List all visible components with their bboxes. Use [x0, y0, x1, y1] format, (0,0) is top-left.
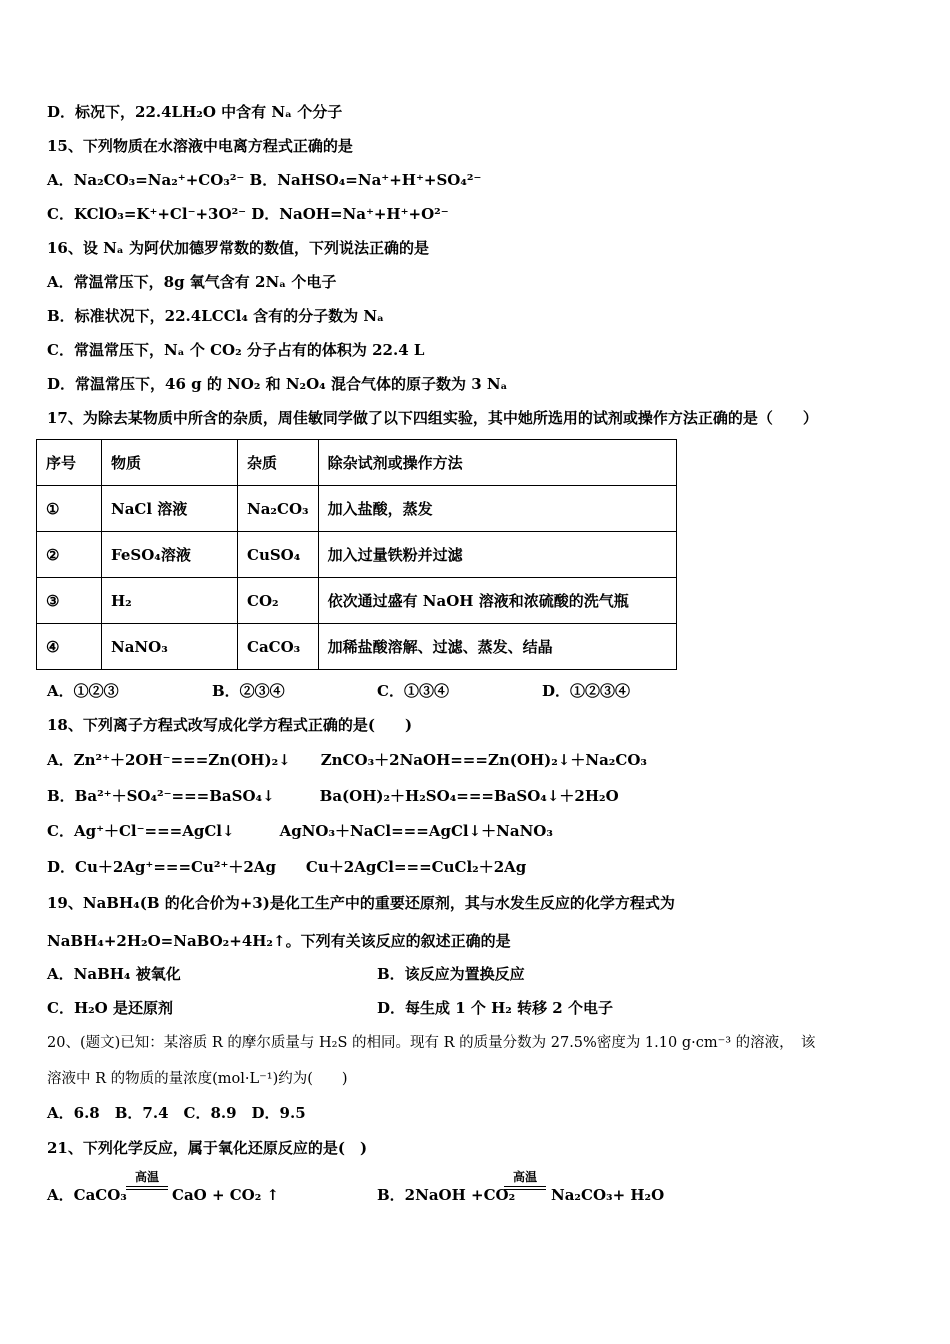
- impurity-table: [36, 439, 677, 670]
- condition-label: 高温: [134, 1170, 159, 1184]
- question-16: 16、设 Nₐ 为阿伏加德罗常数的数值，下列说法正确的是: [47, 239, 430, 257]
- q16-option-c: C．常温常压下，Nₐ 个 CO₂ 分子占有的体积为 22.4 L: [47, 341, 425, 359]
- table-cell: ④: [37, 624, 102, 670]
- q20-options: A．6.8 B．7.4 C．8.9 D．9.5: [47, 1104, 306, 1122]
- question-20: 20、(题文)已知：某溶质 R 的摩尔质量与 H₂S 的相同。现有 R 的质量分数为 27.5%密度为 1.10 g·cm⁻³ 的溶液， 该: [47, 1035, 816, 1051]
- q19-option-d: D．每生成 1 个 H₂ 转移 2 个电子: [377, 999, 613, 1017]
- table-cell: 加入盐酸，蒸发: [318, 486, 676, 532]
- condition-label: 高温: [512, 1170, 537, 1184]
- q17-option-d: D．①②③④: [542, 682, 631, 700]
- table-row: [37, 532, 677, 578]
- equals-arrow: [126, 1186, 168, 1190]
- table-cell: ①: [37, 486, 102, 532]
- table-cell: 加稀盐酸溶解、过滤、蒸发、结晶: [318, 624, 676, 670]
- q16-option-d: D．常温常压下，46 g 的 NO₂ 和 N₂O₄ 混合气体的原子数为 3 Nₐ: [47, 375, 508, 393]
- q18-option-b: B．Ba²⁺＋SO₄²⁻===BaSO₄↓ Ba(OH)₂＋H₂SO₄===BaSO₄↓＋2H₂O: [47, 787, 619, 805]
- header-cell: 杂质: [238, 440, 319, 486]
- header-cell: 物质: [102, 440, 238, 486]
- q16-option-a: A．常温常压下，8g 氧气含有 2Nₐ 个电子: [47, 273, 337, 291]
- table-cell: CO₂: [238, 578, 319, 624]
- header-cell: 除杂试剂或操作方法: [318, 440, 676, 486]
- question-17: 17、为除去某物质中所含的杂质，周佳敏同学做了以下四组实验，其中她所选用的试剂或操作方法正确的是（ ）: [47, 409, 818, 427]
- table-cell: CaCO₃: [238, 624, 319, 670]
- table-cell: H₂: [102, 578, 238, 624]
- question-18: 18、下列离子方程式改写成化学方程式正确的是( ): [47, 716, 413, 734]
- table-cell: CuSO₄: [238, 532, 319, 578]
- q19-option-c: C．H₂O 是还原剂: [47, 999, 173, 1017]
- question-21: 21、下列化学反应，属于氧化还原反应的是( ): [47, 1139, 368, 1157]
- table-cell: 加入过量铁粉并过滤: [318, 532, 676, 578]
- header-cell: 序号: [37, 440, 102, 486]
- q21-option-b-right: Na₂CO₃+ H₂O: [551, 1186, 665, 1204]
- table-row: [37, 486, 677, 532]
- q19-option-a: A．NaBH₄ 被氧化: [47, 965, 181, 983]
- q18-option-d: D．Cu＋2Ag⁺===Cu²⁺＋2Ag Cu＋2AgCl===CuCl₂＋2Ag: [47, 858, 527, 876]
- q17-option-c: C．①③④: [377, 682, 449, 700]
- question-15: 15、下列物质在水溶液中电离方程式正确的是: [47, 137, 353, 155]
- q19-equation: NaBH₄+2H₂O=NaBO₂+4H₂↑。下列有关该反应的叙述正确的是: [47, 932, 511, 950]
- table-row: [37, 624, 677, 670]
- q21-option-a-left: A．CaCO₃: [47, 1186, 127, 1204]
- q17-option-b: B．②③④: [212, 682, 285, 700]
- table-cell: FeSO₄溶液: [102, 532, 238, 578]
- q15-options-cd: C．KClO₃=K⁺+Cl⁻+3O²⁻ D．NaOH=Na⁺+H⁺+O²⁻: [47, 205, 449, 223]
- table-row: [37, 578, 677, 624]
- reaction-condition-a: [126, 1168, 168, 1190]
- q21-option-b-left: B．2NaOH +CO₂: [377, 1186, 516, 1204]
- q19-option-b: B．该反应为置换反应: [377, 965, 525, 983]
- question-20-cont: 溶液中 R 的物质的量浓度(mol·L⁻¹)约为( ): [47, 1071, 348, 1087]
- table-cell: NaCl 溶液: [102, 486, 238, 532]
- q17-option-a: A．①②③: [47, 682, 119, 700]
- line-d-option: D．标况下，22.4LH₂O 中含有 Nₐ 个分子: [47, 103, 343, 121]
- q16-option-b: B．标准状况下，22.4LCCl₄ 含有的分子数为 Nₐ: [47, 307, 385, 325]
- q15-options-ab: A．Na₂CO₃=Na₂⁺+CO₃²⁻ B．NaHSO₄=Na⁺+H⁺+SO₄²⁻: [47, 171, 482, 189]
- reaction-condition-b: [504, 1168, 546, 1190]
- question-19: 19、NaBH₄(B 的化合价为+3)是化工生产中的重要还原剂，其与水发生反应的化学方程式为: [47, 894, 675, 912]
- table-header: [37, 440, 677, 486]
- q18-option-a: A．Zn²⁺＋2OH⁻===Zn(OH)₂↓ ZnCO₃＋2NaOH===Zn(OH)₂↓＋Na₂CO₃: [47, 751, 647, 769]
- equals-arrow: [504, 1186, 546, 1190]
- q18-option-c: C．Ag⁺＋Cl⁻===AgCl↓ AgNO₃＋NaCl===AgCl↓＋NaNO₃: [47, 822, 553, 840]
- table-cell: NaNO₃: [102, 624, 238, 670]
- q21-option-a-right: CaO + CO₂ ↑: [172, 1186, 280, 1204]
- table-cell: ③: [37, 578, 102, 624]
- table-cell: Na₂CO₃: [238, 486, 319, 532]
- table-cell: 依次通过盛有 NaOH 溶液和浓硫酸的洗气瓶: [318, 578, 676, 624]
- table-cell: ②: [37, 532, 102, 578]
